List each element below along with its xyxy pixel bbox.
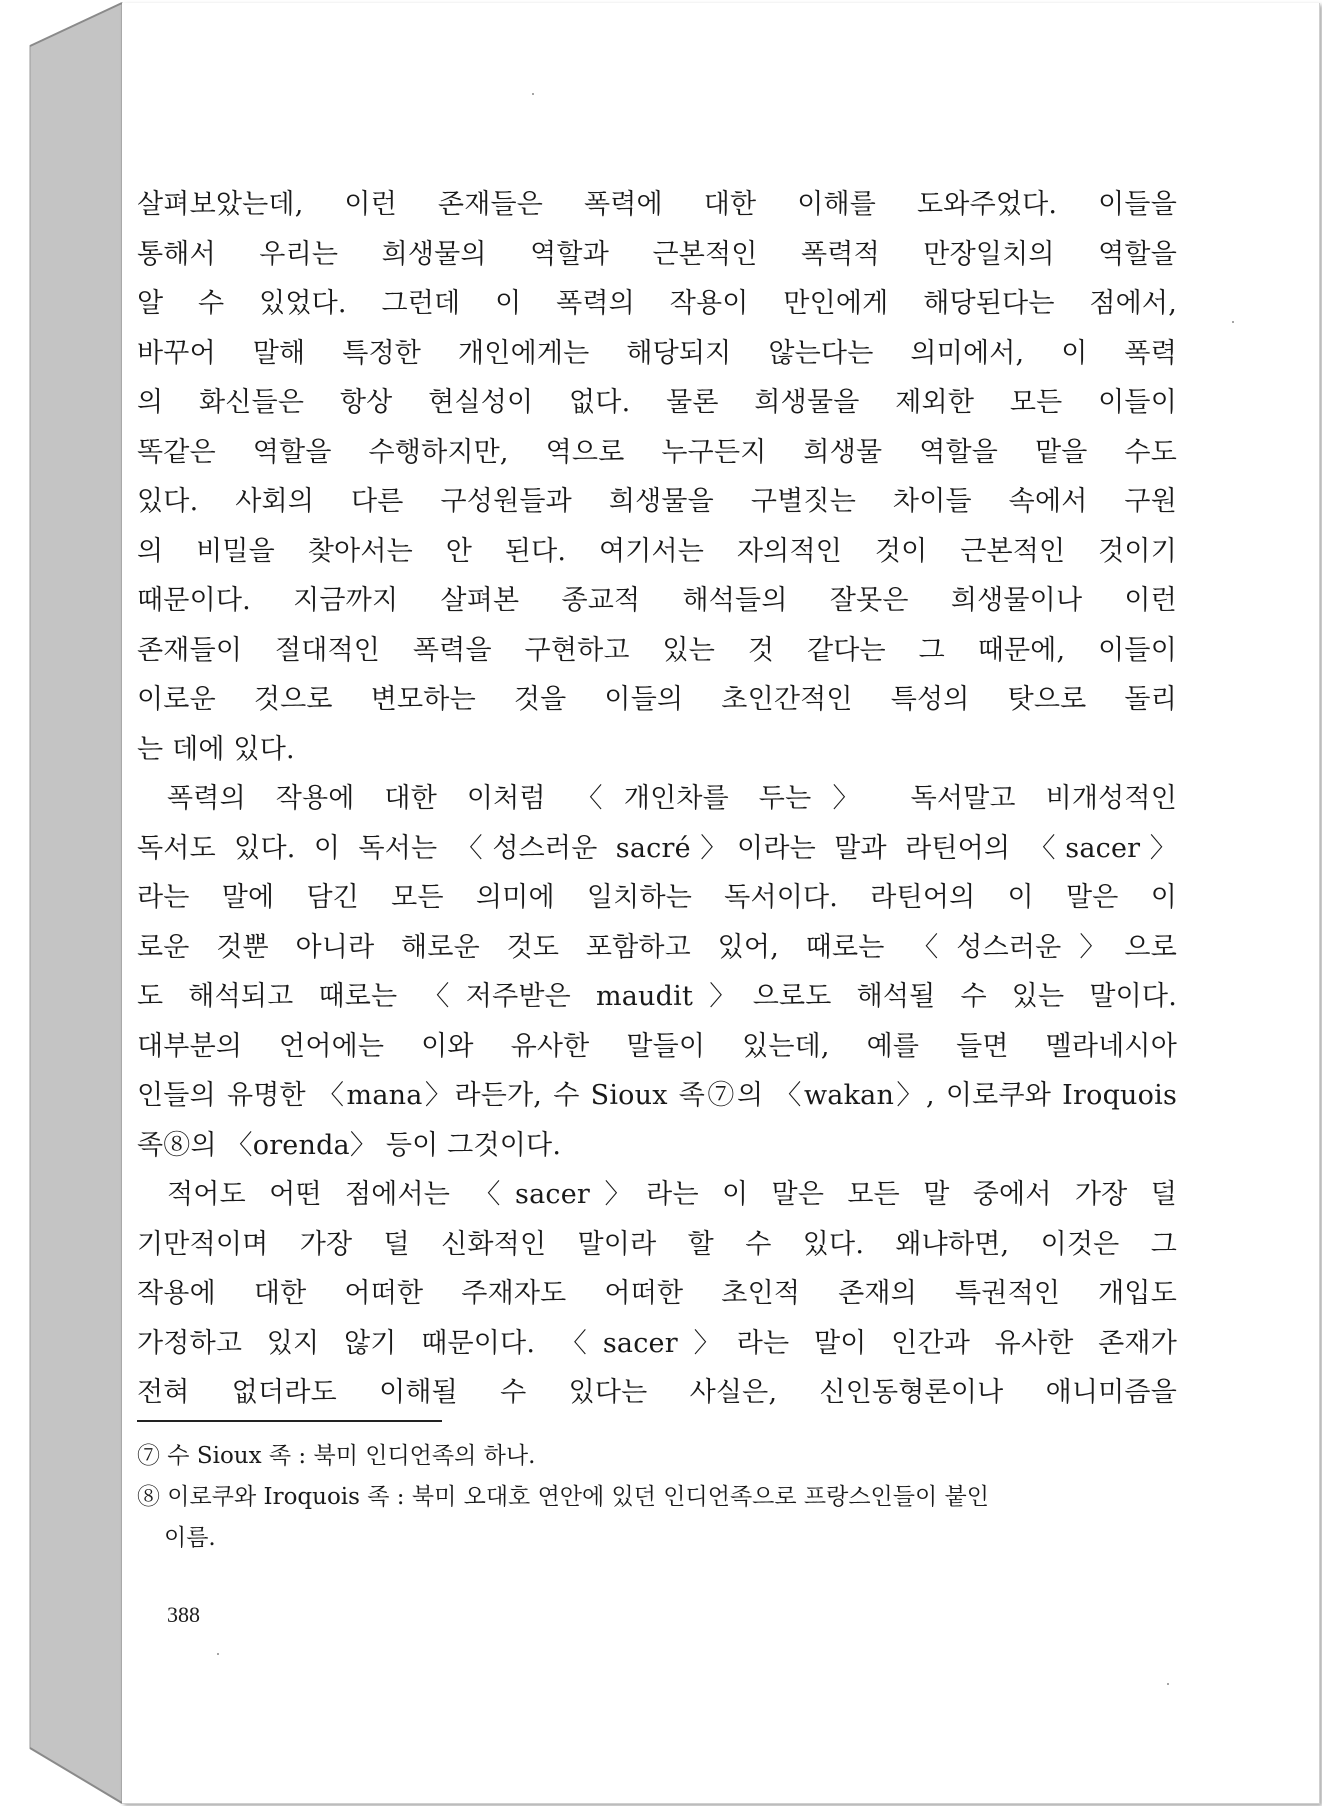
body-line: 바꾸어 말해 특정한 개인에게는 해당되지 않는다는 의미에서, 이 폭력 xyxy=(137,337,1177,369)
body-line: 의 화신들은 항상 현실성이 없다. 물론 희생물을 제외한 모든 이들이 xyxy=(137,387,1177,418)
body-line: 는 데에 있다. xyxy=(137,733,295,765)
body-line: 인들의 유명한 〈mana〉라든가, 수 Sioux 족⑦의 〈wakan〉, 이로쿠와 Iroquois xyxy=(137,1080,1177,1111)
footnote-8-continuation: 이름. xyxy=(164,1525,216,1551)
body-line: 로운 것뿐 아니라 해로운 것도 포함하고 있어, 때로는 〈성스러운〉으로 xyxy=(137,931,1177,963)
body-line: 똑같은 역할을 수행하지만, 역으로 누구든지 희생물 역할을 맡을 수도 xyxy=(137,436,1177,468)
body-line: 기만적이며 가장 덜 신화적인 말이라 할 수 있다. 왜냐하면, 이것은 그 xyxy=(137,1228,1177,1260)
body-line: 의 비밀을 찾아서는 안 된다. 여기서는 자의적인 것이 근본적인 것이기 xyxy=(137,535,1177,567)
scan-speck xyxy=(1232,321,1234,323)
body-text xyxy=(137,180,1177,1418)
page-number: 388 xyxy=(167,1602,200,1627)
paragraph-start-line: 폭력의 작용에 대한 이처럼 〈개인차를 두는〉 독서말고 비개성적인 xyxy=(167,783,1177,814)
body-line: 살펴보았는데, 이런 존재들은 폭력에 대한 이해를 도와주었다. 이들을 xyxy=(137,189,1177,220)
footnote-divider xyxy=(137,1420,442,1422)
body-line: 때문이다. 지금까지 살펴본 종교적 해석들의 잘못은 희생물이나 이런 xyxy=(137,585,1177,616)
body-line: 통해서 우리는 희생물의 역할과 근본적인 폭력적 만장일치의 역할을 xyxy=(137,238,1177,270)
scan-speck xyxy=(217,1653,219,1655)
body-line: 대부분의 언어에는 이와 유사한 말들이 있는데, 예를 들면 멜라네시아 xyxy=(137,1030,1177,1062)
scan-speck xyxy=(1167,1683,1169,1685)
body-line: 도 해석되고 때로는 〈저주받은 maudit〉으로도 해석될 수 있는 말이다. xyxy=(137,981,1177,1012)
body-line: 전혀 없더라도 이해될 수 있다는 사실은, 신인동형론이나 애니미즘을 xyxy=(137,1377,1177,1408)
body-line: 독서도 있다. 이 독서는 〈성스러운 sacré〉이라는 말과 라틴어의 〈sacer〉 xyxy=(137,832,1177,864)
body-line: 라는 말에 담긴 모든 의미에 일치하는 독서이다. 라틴어의 이 말은 이 xyxy=(137,882,1177,913)
body-line: 있다. 사회의 다른 구성원들과 희생물을 구별짓는 차이들 속에서 구원 xyxy=(137,486,1177,517)
paragraph-start-line: 적어도 어떤 점에서는 〈sacer〉라는 이 말은 모든 말 중에서 가장 덜 xyxy=(167,1179,1177,1210)
body-line: 존재들이 절대적인 폭력을 구현하고 있는 것 같다는 그 때문에, 이들이 xyxy=(137,634,1177,666)
footnote-7: ⑦ 수 Sioux 족 : 북미 인디언족의 하나. xyxy=(137,1443,536,1469)
footnotes xyxy=(137,1436,1177,1559)
body-line: 작용에 대한 어떠한 주재자도 어떠한 초인적 존재의 특권적인 개입도 xyxy=(137,1278,1177,1309)
body-line: 족⑧의 〈orenda〉 등이 그것이다. xyxy=(137,1129,562,1161)
scan-speck xyxy=(532,93,534,95)
footnote-8: ⑧ 이로쿠와 Iroquois 족 : 북미 오대호 연안에 있던 인디언족으로 프랑스인들이 붙인 xyxy=(137,1484,989,1510)
body-line: 알 수 있었다. 그런데 이 폭력의 작용이 만인에게 해당된다는 점에서, xyxy=(137,288,1177,319)
body-line: 이로운 것으로 변모하는 것을 이들의 초인간적인 특성의 탓으로 돌리 xyxy=(137,684,1177,715)
body-line: 가정하고 있지 않기 때문이다. 〈sacer〉라는 말이 인간과 유사한 존재가 xyxy=(137,1327,1177,1359)
